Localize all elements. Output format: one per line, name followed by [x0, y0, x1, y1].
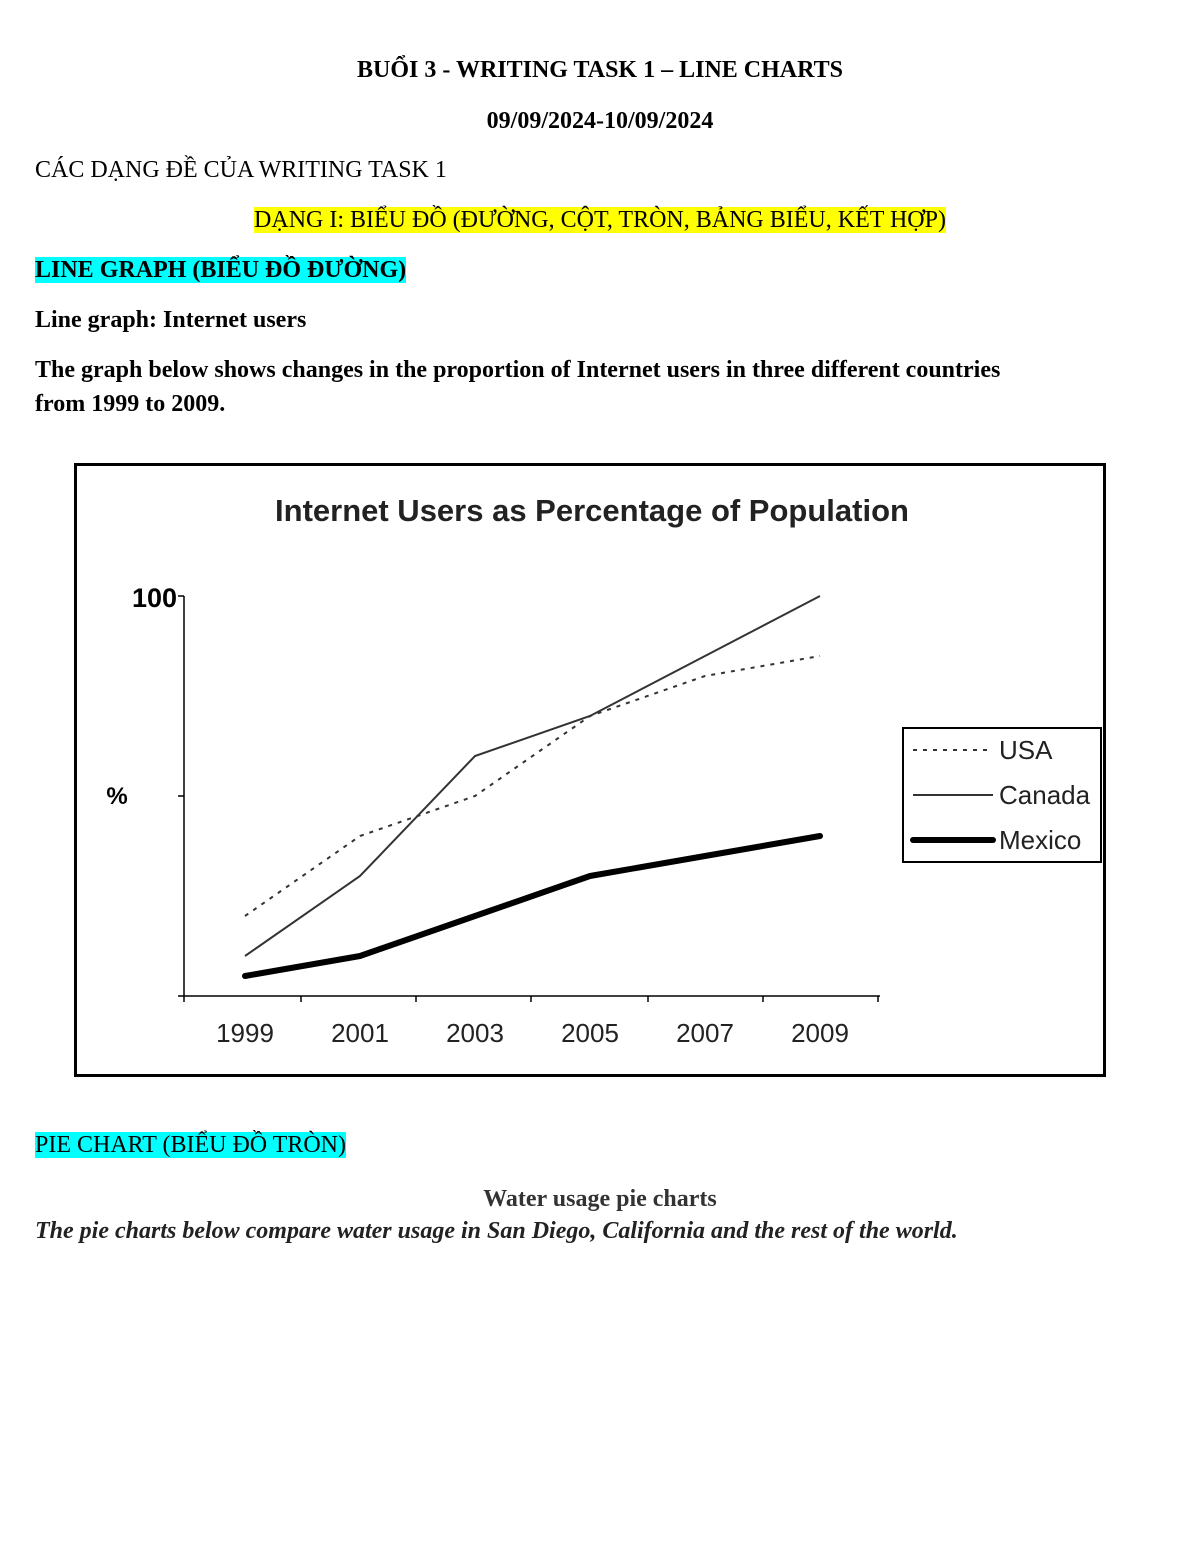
document-date: 09/09/2024-10/09/2024 — [486, 108, 714, 134]
x-tick-label-1999: 1999 — [216, 1018, 274, 1048]
y-tick-label-100: 100 — [131, 583, 177, 613]
line-graph-heading: LINE GRAPH (BIỂU ĐỒ ĐƯỜNG) — [35, 257, 407, 283]
x-tick-label-2001: 2001 — [331, 1018, 389, 1048]
series-line-canada — [245, 596, 820, 956]
legend-label-mexico: Mexico — [999, 825, 1082, 855]
x-tick-label-2005: 2005 — [561, 1018, 619, 1048]
document-title: BUỔI 3 - WRITING TASK 1 – LINE CHARTS — [357, 57, 843, 83]
pie-chart-heading: PIE CHART (BIỂU ĐỒ TRÒN) — [35, 1132, 347, 1158]
section-heading: CÁC DẠNG ĐỀ CỦA WRITING TASK 1 — [35, 157, 447, 183]
pie-chart-prompt: The pie charts below compare water usage in San Diego, California and the rest of the world. — [35, 1218, 958, 1244]
legend-label-canada: Canada — [999, 780, 1091, 810]
pie-chart-title: Water usage pie charts — [483, 1186, 717, 1212]
chart-title: Internet Users as Percentage of Population — [275, 493, 909, 528]
line-chart-frame — [74, 463, 1106, 1077]
line-chart — [77, 466, 1103, 1074]
line-graph-label: Line graph: Internet users — [35, 307, 307, 333]
x-tick-label-2003: 2003 — [446, 1018, 504, 1048]
x-axis — [184, 996, 878, 1048]
chart-legend — [903, 728, 1101, 862]
line-graph-prompt-line-2: from 1999 to 2009. — [35, 391, 226, 417]
line-graph-prompt-line-1: The graph below shows changes in the proportion of Internet users in three different countries — [35, 357, 1001, 383]
legend-label-usa: USA — [999, 735, 1053, 765]
x-tick-label-2009: 2009 — [791, 1018, 849, 1048]
series-line-mexico — [245, 836, 820, 976]
series-line-usa — [245, 656, 820, 916]
series-lines — [245, 596, 820, 976]
type-heading: DẠNG I: BIỂU ĐỒ (ĐƯỜNG, CỘT, TRÒN, BẢNG BIỂU, KẾT HỢP) — [254, 207, 946, 233]
y-axis-label: % — [106, 783, 128, 810]
x-tick-label-2007: 2007 — [676, 1018, 734, 1048]
